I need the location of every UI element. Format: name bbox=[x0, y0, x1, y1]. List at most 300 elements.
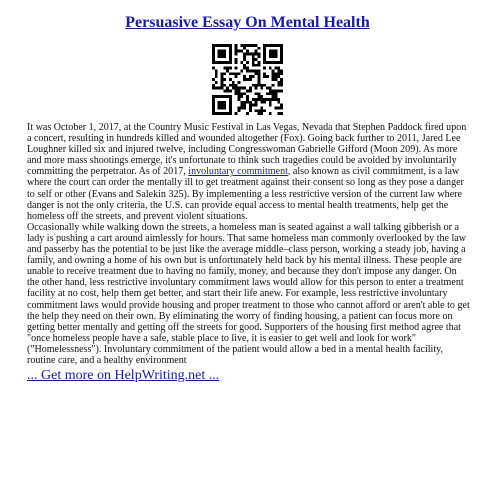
qr-module bbox=[274, 55, 277, 58]
qr-module bbox=[243, 92, 246, 95]
qr-module bbox=[269, 53, 272, 56]
qr-module bbox=[246, 112, 249, 115]
qr-module bbox=[274, 61, 277, 64]
qr-module bbox=[260, 109, 263, 112]
qr-module bbox=[249, 109, 252, 112]
qr-module bbox=[229, 84, 232, 87]
qr-module bbox=[246, 53, 249, 56]
qr-module bbox=[226, 112, 229, 115]
qr-module bbox=[252, 44, 255, 47]
qr-module bbox=[255, 104, 258, 107]
qr-module bbox=[249, 75, 252, 78]
qr-module bbox=[246, 70, 249, 73]
qr-module bbox=[223, 104, 226, 107]
qr-module bbox=[238, 72, 241, 75]
qr-module bbox=[235, 50, 238, 53]
qr-module bbox=[280, 104, 283, 107]
qr-module bbox=[280, 112, 283, 115]
qr-module bbox=[255, 50, 258, 53]
qr-module bbox=[226, 89, 229, 92]
qr-module bbox=[257, 98, 260, 101]
qr-module bbox=[218, 50, 221, 53]
qr-module bbox=[238, 89, 241, 92]
qr-module bbox=[272, 70, 275, 73]
qr-module bbox=[252, 58, 255, 61]
qr-module bbox=[263, 109, 266, 112]
qr-module bbox=[272, 61, 275, 64]
qr-module bbox=[243, 106, 246, 109]
get-more-link[interactable]: ... Get more on HelpWriting.net ... bbox=[27, 368, 220, 383]
qr-module bbox=[240, 106, 243, 109]
qr-module bbox=[257, 75, 260, 78]
qr-module bbox=[238, 95, 241, 98]
qr-module bbox=[280, 81, 283, 84]
qr-module bbox=[274, 50, 277, 53]
qr-module bbox=[221, 55, 224, 58]
qr-module bbox=[212, 44, 215, 47]
qr-module bbox=[263, 61, 266, 64]
qr-module bbox=[274, 78, 277, 81]
qr-module bbox=[255, 92, 258, 95]
qr-module bbox=[218, 44, 221, 47]
qr-module bbox=[212, 109, 215, 112]
qr-module bbox=[277, 98, 280, 101]
qr-module bbox=[240, 70, 243, 73]
qr-module bbox=[226, 95, 229, 98]
qr-module bbox=[243, 64, 246, 67]
qr-module bbox=[272, 84, 275, 87]
qr-module bbox=[280, 53, 283, 56]
qr-module bbox=[263, 98, 266, 101]
paragraph-1-start: It was October 1, 2017, at the Country Music Festival in Las Vegas, Nevada that Stephen Paddock fired upon a concert, resulting in hundreds killed and wounded altogether (Fox). Going back further to 2011, Jared Lee Loughner killed six and injured twelve, including Congresswoman Gabrielle Gifford (Moon 209). As more and more mass shootings emerge, it's unfortunate to think such tragedies could be avoided by involuntarily committing the perpetrator. As of 2017, bbox=[27, 122, 467, 178]
qr-module bbox=[243, 55, 246, 58]
qr-module bbox=[238, 50, 241, 53]
qr-module bbox=[269, 61, 272, 64]
qr-module bbox=[272, 44, 275, 47]
qr-module bbox=[232, 81, 235, 84]
qr-module bbox=[226, 67, 229, 70]
qr-module bbox=[243, 78, 246, 81]
qr-module bbox=[212, 106, 215, 109]
qr-module bbox=[221, 44, 224, 47]
qr-module bbox=[272, 53, 275, 56]
qr-module bbox=[215, 61, 218, 64]
qr-module bbox=[272, 50, 275, 53]
qr-module bbox=[257, 109, 260, 112]
qr-module bbox=[266, 75, 269, 78]
qr-module bbox=[226, 87, 229, 90]
qr-module bbox=[257, 84, 260, 87]
qr-module bbox=[212, 87, 215, 90]
qr-module bbox=[212, 55, 215, 58]
qr-module bbox=[226, 70, 229, 73]
qr-module bbox=[223, 101, 226, 104]
qr-module bbox=[263, 47, 266, 50]
qr-module bbox=[277, 106, 280, 109]
qr-module bbox=[269, 89, 272, 92]
qr-module bbox=[221, 78, 224, 81]
qr-module bbox=[246, 44, 249, 47]
qr-module bbox=[226, 61, 229, 64]
qr-module bbox=[243, 104, 246, 107]
qr-module bbox=[277, 72, 280, 75]
qr-module bbox=[280, 44, 283, 47]
qr-module bbox=[235, 92, 238, 95]
qr-module bbox=[212, 101, 215, 104]
qr-module bbox=[269, 87, 272, 90]
qr-module bbox=[235, 75, 238, 78]
qr-module bbox=[212, 78, 215, 81]
qr-module bbox=[215, 44, 218, 47]
qr-module bbox=[252, 75, 255, 78]
qr-module bbox=[249, 78, 252, 81]
qr-module bbox=[255, 44, 258, 47]
qr-module bbox=[215, 70, 218, 73]
qr-module bbox=[243, 44, 246, 47]
qr-module bbox=[212, 104, 215, 107]
qr-module bbox=[255, 98, 258, 101]
qr-module bbox=[221, 75, 224, 78]
qr-module bbox=[229, 47, 232, 50]
qr-module bbox=[269, 101, 272, 104]
qr-module bbox=[257, 112, 260, 115]
qr-module bbox=[223, 78, 226, 81]
qr-module bbox=[274, 67, 277, 70]
qr-module bbox=[280, 72, 283, 75]
qr-module bbox=[223, 61, 226, 64]
qr-module bbox=[263, 67, 266, 70]
qr-module bbox=[218, 112, 221, 115]
qr-module bbox=[212, 67, 215, 70]
qr-module bbox=[218, 95, 221, 98]
qr-module bbox=[266, 61, 269, 64]
qr-module bbox=[215, 95, 218, 98]
qr-module bbox=[218, 106, 221, 109]
qr-module bbox=[269, 104, 272, 107]
paragraph-2: Occasionally while walking down the streets, a homeless man is seated against a wall talking gibberish or a lady is pushing a cart around aimlessly for hours. That same homeless man commonly overlooked by the law and passerby has the potential to be just like the average middle–class person, working a steady job, having a family, and owning a home of his own but is unfortunately held back by his mental illness. These people are unable to receive treatment due to having no family, money, and because they don't impose any danger. On the other hand, less restrictive involuntary commitment laws would allow for this person to enter a treatment facility at no cost, help them get better, and start their life anew. For example, less restrictive involuntary commitment laws would provide housing and proper treatment to those who cannot afford or aren't able to get the help they need on their own. By eliminating the worry of finding housing, a patient can focus more on getting better mentally and getting off the streets for good. Supporters of the housing first method agree that "once homeless people have a safe, stable place to live, it is easier to get well and look for work" ("Homelessness"). Involuntary commitment of the patient would allow a bed in a mental health facility, routine care, and a healthy environment bbox=[27, 221, 470, 366]
qr-module bbox=[277, 61, 280, 64]
qr-module bbox=[277, 101, 280, 104]
qr-module bbox=[238, 92, 241, 95]
qr-module bbox=[272, 89, 275, 92]
qr-module bbox=[277, 70, 280, 73]
qr-module bbox=[277, 44, 280, 47]
qr-module bbox=[223, 95, 226, 98]
qr-module bbox=[274, 53, 277, 56]
qr-module bbox=[212, 95, 215, 98]
qr-module bbox=[255, 101, 258, 104]
qr-module bbox=[235, 53, 238, 56]
qr-module bbox=[240, 95, 243, 98]
qr-module bbox=[272, 78, 275, 81]
qr-module bbox=[263, 50, 266, 53]
qr-module bbox=[223, 72, 226, 75]
paragraph-1-end: , also known as civil commitment, is a law where the court can order the mentally ill to get treatment against their consent so long as they pose a danger to self or other (Evans and Salekin 325). By implementing a less restrictive version of the current law where danger is not the only criteria, the U.S. can provide equal access to mental health treatments, help get the homeless off the streets, and prevent violent situations. bbox=[27, 166, 464, 222]
qr-module bbox=[232, 84, 235, 87]
qr-module bbox=[257, 55, 260, 58]
qr-module bbox=[229, 106, 232, 109]
qr-module bbox=[226, 44, 229, 47]
qr-module bbox=[223, 67, 226, 70]
qr-module bbox=[252, 84, 255, 87]
qr-module bbox=[272, 98, 275, 101]
qr-module bbox=[272, 72, 275, 75]
qr-module bbox=[257, 95, 260, 98]
qr-module bbox=[246, 67, 249, 70]
qr-module bbox=[249, 44, 252, 47]
qr-module bbox=[243, 47, 246, 50]
qr-module bbox=[229, 50, 232, 53]
qr-module bbox=[212, 53, 215, 56]
qr-module bbox=[235, 58, 238, 61]
qr-module bbox=[221, 87, 224, 90]
qr-module bbox=[260, 106, 263, 109]
involuntary-commitment-link[interactable]: involuntary commitment bbox=[188, 166, 288, 178]
qr-module bbox=[223, 106, 226, 109]
essay-body bbox=[27, 122, 471, 366]
qr-module bbox=[212, 50, 215, 53]
qr-module bbox=[243, 53, 246, 56]
qr-module bbox=[240, 87, 243, 90]
qr-module bbox=[257, 92, 260, 95]
qr-module bbox=[274, 95, 277, 98]
qr-module bbox=[218, 55, 221, 58]
qr-module bbox=[280, 84, 283, 87]
qr-module bbox=[235, 87, 238, 90]
qr-module bbox=[255, 53, 258, 56]
qr-module bbox=[255, 87, 258, 90]
qr-module bbox=[260, 84, 263, 87]
qr-module bbox=[274, 89, 277, 92]
qr-module bbox=[257, 81, 260, 84]
qr-module bbox=[229, 72, 232, 75]
qr-module bbox=[280, 50, 283, 53]
qr-module bbox=[277, 67, 280, 70]
qr-module bbox=[243, 75, 246, 78]
qr-module bbox=[229, 67, 232, 70]
qr-module bbox=[269, 98, 272, 101]
qr-module bbox=[252, 53, 255, 56]
qr-module bbox=[246, 61, 249, 64]
qr-module bbox=[221, 84, 224, 87]
qr-module bbox=[274, 72, 277, 75]
qr-module bbox=[221, 112, 224, 115]
qr-module bbox=[260, 98, 263, 101]
qr-module bbox=[280, 78, 283, 81]
qr-module bbox=[246, 50, 249, 53]
qr-module bbox=[229, 112, 232, 115]
qr-module bbox=[218, 53, 221, 56]
qr-module bbox=[269, 44, 272, 47]
qr-module bbox=[260, 87, 263, 90]
qr-module bbox=[243, 101, 246, 104]
qr-module bbox=[221, 95, 224, 98]
qr-module bbox=[255, 64, 258, 67]
qr-module bbox=[229, 55, 232, 58]
qr-module bbox=[257, 70, 260, 73]
qr-module bbox=[243, 67, 246, 70]
page-title[interactable]: Persuasive Essay On Mental Health bbox=[125, 14, 370, 31]
qr-module bbox=[212, 112, 215, 115]
qr-module bbox=[246, 95, 249, 98]
qr-module bbox=[221, 101, 224, 104]
qr-module bbox=[249, 106, 252, 109]
qr-module bbox=[272, 95, 275, 98]
qr-module bbox=[218, 104, 221, 107]
qr-module bbox=[249, 104, 252, 107]
qr-module bbox=[212, 58, 215, 61]
qr-module bbox=[221, 61, 224, 64]
qr-module bbox=[257, 47, 260, 50]
qr-module bbox=[240, 101, 243, 104]
qr-module bbox=[218, 101, 221, 104]
qr-module bbox=[280, 89, 283, 92]
qr-module bbox=[221, 50, 224, 53]
qr-module bbox=[212, 84, 215, 87]
qr-module bbox=[260, 95, 263, 98]
qr-module bbox=[215, 87, 218, 90]
qr-module bbox=[280, 61, 283, 64]
qr-module bbox=[266, 44, 269, 47]
qr-module bbox=[221, 72, 224, 75]
qr-module bbox=[274, 44, 277, 47]
qr-module bbox=[255, 70, 258, 73]
qr-module bbox=[229, 89, 232, 92]
qr-module bbox=[277, 81, 280, 84]
qr-module bbox=[257, 64, 260, 67]
qr-module bbox=[274, 106, 277, 109]
qr-module bbox=[257, 72, 260, 75]
qr-module bbox=[263, 55, 266, 58]
qr-module bbox=[252, 104, 255, 107]
qr-module bbox=[266, 87, 269, 90]
qr-module bbox=[229, 53, 232, 56]
qr-module bbox=[240, 44, 243, 47]
qr-module bbox=[280, 47, 283, 50]
qr-module bbox=[212, 47, 215, 50]
qr-module bbox=[229, 58, 232, 61]
qr-module bbox=[235, 84, 238, 87]
qr-module bbox=[223, 112, 226, 115]
qr-module bbox=[272, 92, 275, 95]
qr-module bbox=[266, 98, 269, 101]
qr-module bbox=[229, 109, 232, 112]
qr-module bbox=[252, 61, 255, 64]
qr-module bbox=[263, 58, 266, 61]
qr-module bbox=[221, 53, 224, 56]
qr-module bbox=[266, 92, 269, 95]
qr-module bbox=[274, 98, 277, 101]
qr-module bbox=[252, 55, 255, 58]
qr-module bbox=[223, 53, 226, 56]
qr-module bbox=[212, 61, 215, 64]
qr-module bbox=[263, 72, 266, 75]
qr-module bbox=[274, 75, 277, 78]
qr-module bbox=[223, 44, 226, 47]
qr-module bbox=[277, 75, 280, 78]
qr-module bbox=[252, 64, 255, 67]
qr-module bbox=[221, 106, 224, 109]
qr-module bbox=[255, 58, 258, 61]
qr-module bbox=[221, 104, 224, 107]
qr-module bbox=[277, 112, 280, 115]
qr-module bbox=[249, 101, 252, 104]
qr-module bbox=[240, 61, 243, 64]
qr-module bbox=[260, 101, 263, 104]
qr-module bbox=[252, 70, 255, 73]
qr-module bbox=[269, 92, 272, 95]
qr-module bbox=[235, 89, 238, 92]
qr-module bbox=[269, 50, 272, 53]
qr-module bbox=[232, 72, 235, 75]
qr-module bbox=[280, 55, 283, 58]
qr-module bbox=[223, 50, 226, 53]
qr-module bbox=[235, 72, 238, 75]
qr-code-icon bbox=[212, 44, 283, 115]
qr-module bbox=[212, 98, 215, 101]
qr-module bbox=[235, 67, 238, 70]
qr-module bbox=[255, 72, 258, 75]
qr-module bbox=[218, 87, 221, 90]
paragraph-1 bbox=[27, 122, 471, 222]
qr-module bbox=[280, 106, 283, 109]
qr-module bbox=[215, 81, 218, 84]
qr-module bbox=[240, 50, 243, 53]
qr-module bbox=[246, 78, 249, 81]
qr-module bbox=[229, 44, 232, 47]
qr-module bbox=[249, 89, 252, 92]
qr-module bbox=[229, 61, 232, 64]
qr-module bbox=[277, 89, 280, 92]
qr-module bbox=[269, 55, 272, 58]
qr-module bbox=[246, 101, 249, 104]
qr-module bbox=[221, 81, 224, 84]
qr-module bbox=[246, 89, 249, 92]
qr-module bbox=[272, 75, 275, 78]
qr-module bbox=[257, 53, 260, 56]
qr-module bbox=[257, 78, 260, 81]
qr-module bbox=[223, 89, 226, 92]
qr-module bbox=[238, 109, 241, 112]
qr-module bbox=[235, 44, 238, 47]
qr-module bbox=[229, 78, 232, 81]
qr-module bbox=[255, 109, 258, 112]
qr-module bbox=[215, 72, 218, 75]
qr-module bbox=[252, 98, 255, 101]
qr-module bbox=[229, 104, 232, 107]
qr-module bbox=[215, 112, 218, 115]
qr-module bbox=[260, 112, 263, 115]
qr-module bbox=[238, 98, 241, 101]
qr-module bbox=[263, 53, 266, 56]
qr-module bbox=[218, 61, 221, 64]
qr-module bbox=[249, 87, 252, 90]
qr-module bbox=[229, 95, 232, 98]
qr-module bbox=[240, 104, 243, 107]
qr-module bbox=[243, 87, 246, 90]
qr-module bbox=[246, 98, 249, 101]
qr-module bbox=[223, 55, 226, 58]
qr-module bbox=[280, 58, 283, 61]
qr-module bbox=[238, 81, 241, 84]
qr-module bbox=[263, 101, 266, 104]
qr-module bbox=[238, 87, 241, 90]
qr-module bbox=[235, 61, 238, 64]
qr-module bbox=[269, 67, 272, 70]
qr-module bbox=[272, 55, 275, 58]
qr-module bbox=[263, 75, 266, 78]
qr-module bbox=[223, 84, 226, 87]
